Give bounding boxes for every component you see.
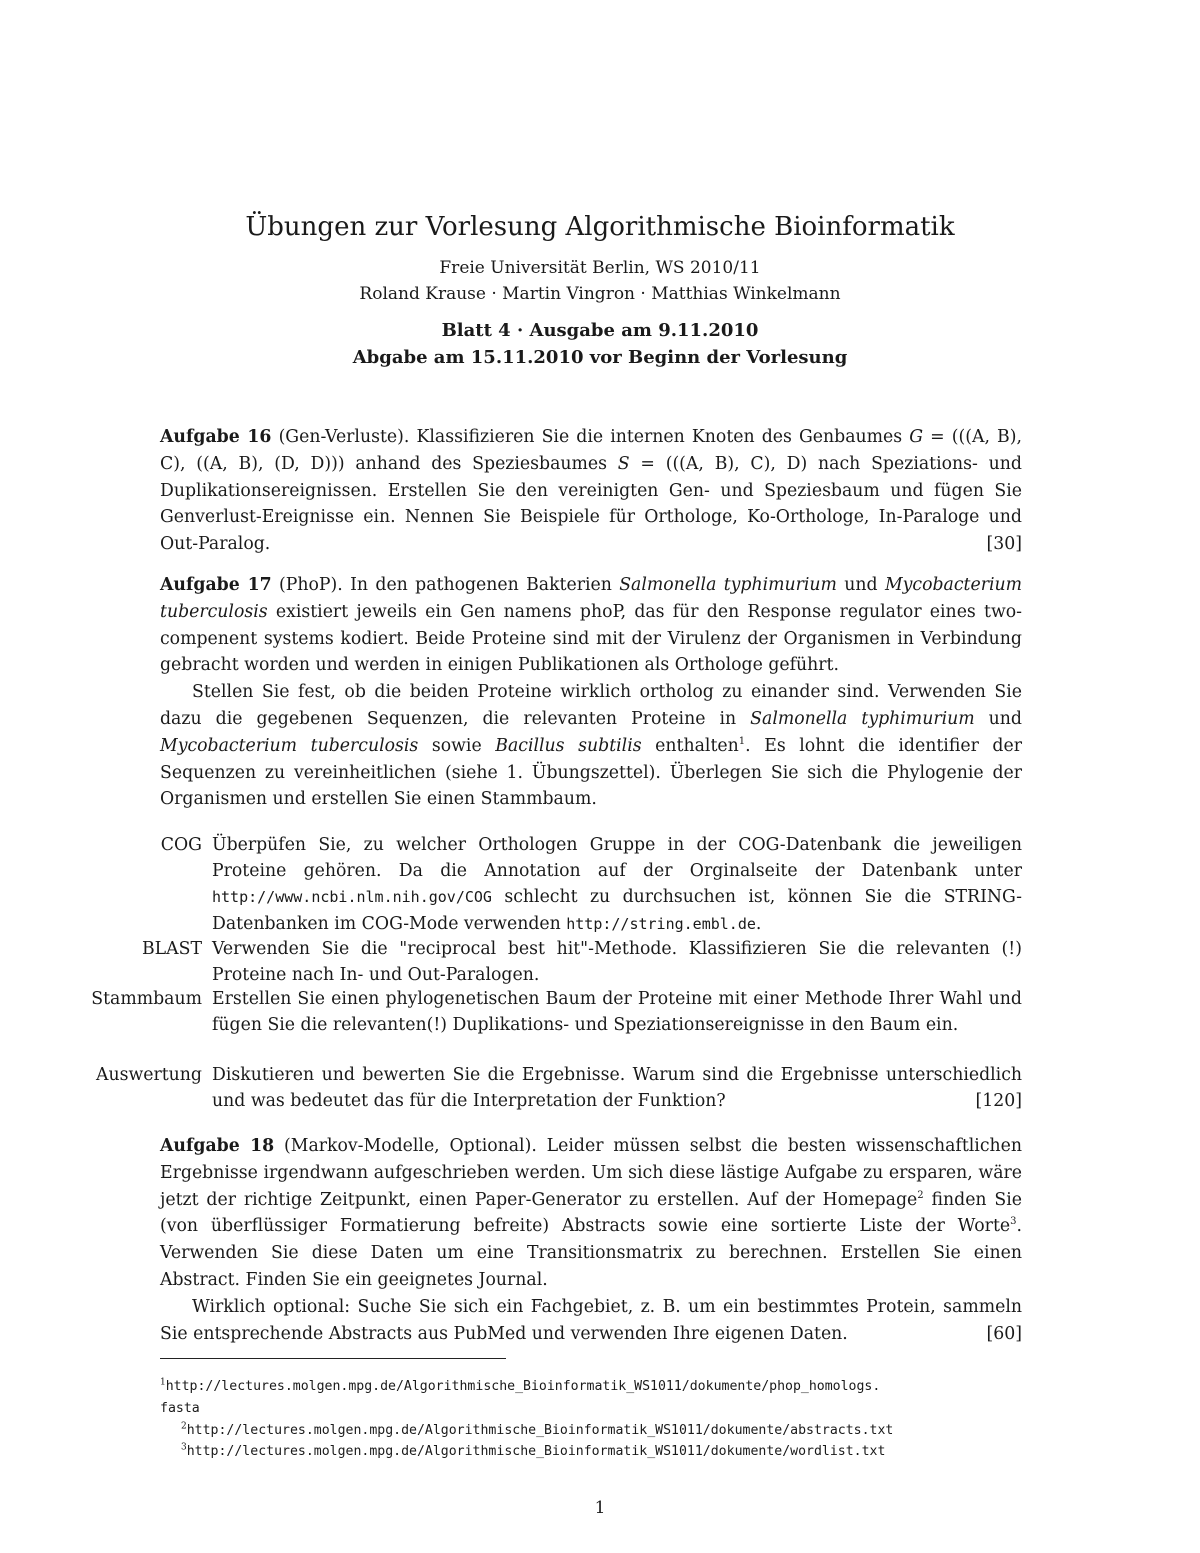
task-17-paragraph-2	[160, 679, 1022, 813]
task-17-topic: (PhoP).	[279, 575, 343, 595]
item-cog-text-b: schlecht zu durchsuchen ist, können Sie die STRING-Datenbanken im COG-Mode verwenden	[212, 887, 1022, 934]
due-line: Abgabe am 15.11.2010 vor Beginn der Vorlesung	[352, 347, 848, 368]
species-tree-symbol: S	[617, 453, 630, 474]
task-16-text-3: nach Speziations- und Duplikationsereignissen. Erstellen Sie den vereinigten Gen- und Speziesbaum und fügen Sie Genverlust-Ereignisse ein. Nennen Sie Beispiele für Orthologe, Ko-Orthologe, In-Paraloge und Out-Paralog.	[160, 453, 1022, 555]
gene-tree-symbol: G	[909, 427, 924, 447]
task-17-text-2c: sowie	[418, 735, 496, 756]
task-18-points: [60]	[986, 1323, 1022, 1344]
task-18-paragraph-1	[160, 1133, 1022, 1294]
task-18	[160, 1133, 1022, 1347]
item-auswertung-term: Auswertung	[95, 1065, 202, 1085]
footnote-mark-1[interactable]: 1	[738, 736, 746, 748]
item-cog-term: COG	[160, 835, 202, 855]
footnote-1	[160, 1377, 1030, 1397]
footnote-2	[181, 1421, 1051, 1441]
item-stammbaum-desc: Erstellen Sie einen phylogenetischen Baum der Proteine mit einer Methode Ihrer Wahl und fügen Sie die relevanten(!) Duplikations- und Speziationsereignisse in den Baum ein.	[212, 989, 1022, 1036]
item-auswertung-desc	[212, 1062, 1022, 1114]
task-17	[160, 572, 1022, 813]
item-blast-desc: Verwenden Sie die "reciprocal best hit"-Methode. Klassifizieren Sie die relevanten (!) Proteine nach In- und Out-Paralogen.	[212, 939, 1022, 986]
species-tree-formula: = (((A, B), C), D)	[629, 453, 808, 474]
task-18-topic: (Markov-Modelle, Optional).	[284, 1136, 537, 1156]
task-17-points: [120]	[975, 1091, 1022, 1112]
task-16-points: [30]	[986, 534, 1022, 555]
task-17-text-2a: Stellen Sie fest, ob die beiden Proteine wirklich ortholog zu einander sind. Verwenden Sie dazu die gegebenen Sequenzen, die relevanten Proteine in	[160, 682, 1022, 729]
task-17-paragraph-1	[160, 572, 1022, 679]
task-16-text-1: Klassifizieren Sie die internen Knoten des Genbaumes	[409, 427, 910, 447]
task-16-heading: Aufgabe 16	[160, 427, 272, 447]
university-line: Freie Universität Berlin, WS 2010/11	[439, 258, 761, 278]
item-cog-desc	[212, 832, 1022, 937]
footnote-1-number: 1	[160, 1377, 166, 1388]
footnote-3-number: 3	[181, 1442, 187, 1453]
task-17-heading: Aufgabe 17	[160, 575, 272, 595]
item-auswertung-text: Diskutieren und bewerten Sie die Ergebnisse. Warum sind die Ergebnisse unterschiedlich und was bedeutet das für die Interpretation der Funktion?	[212, 1065, 1022, 1112]
task-17-text-2b: und	[974, 708, 1022, 729]
organism-mycobacterium-2: Mycobacterium tuberculosis	[160, 735, 419, 756]
organism-salmonella: Salmonella typhimurium	[619, 575, 837, 595]
footnote-mark-2[interactable]: 2	[917, 1189, 924, 1201]
task-17-text-1c: existiert jeweils ein Gen namens phoP, das für den Response regulator eines two-compenent systems kodiert. Beide Proteine sind mit der Virulenz der Organismen in Verbindung gebracht worden und werden in einigen Publikationen als Orthologe geführt.	[160, 601, 1022, 676]
footnote-3	[181, 1442, 1051, 1462]
page-number: 1	[594, 1498, 606, 1518]
footnote-2-url[interactable]: http://lectures.molgen.mpg.de/Algorithmische_Bioinformatik_WS1011/dokumente/abstracts.txt	[186, 1423, 894, 1438]
task-16-text-2: anhand des Speziesbaumes	[344, 453, 618, 474]
item-cog-text-a: Überpüfen Sie, zu welcher Orthologen Gruppe in der COG-Datenbank die jeweiligen Proteine gehören. Da die Annotation auf der Orginalseite der Datenbank unter	[212, 835, 1022, 882]
organism-salmonella-2: Salmonella typhimurium	[750, 708, 975, 729]
footnote-rule	[160, 1358, 506, 1359]
gene-tree-formula: = (((A, B), C), ((A, B), (D, D)))	[160, 427, 1022, 474]
item-stammbaum-term: Stammbaum	[91, 989, 202, 1009]
task-16-topic: (Gen-Verluste).	[278, 427, 410, 447]
task-16-text	[160, 424, 1022, 558]
task-17-text-1a: In den pathogenen Bakterien	[342, 575, 620, 595]
task-16	[160, 424, 1022, 558]
sheet-line: Blatt 4 · Ausgabe am 9.11.2010	[441, 320, 759, 341]
cog-url-link[interactable]: http://www.ncbi.nlm.nih.gov/COG	[212, 888, 492, 907]
organism-bacillus: Bacillus subtilis	[495, 735, 642, 756]
page-title: Übungen zur Vorlesung Algorithmische Bioinformatik	[245, 212, 955, 242]
task-17-text-1b: und	[836, 575, 885, 595]
task-18-text-1a: Leider müssen selbst die besten wissenschaftlichen Ergebnisse irgendwann aufgeschrieben werden. Um sich diese lästige Aufgabe zu ersparen, wäre jetzt der richtige Zeitpunkt, einen Paper-Generator zu erstellen. Auf der Homepage	[160, 1136, 1022, 1210]
task-18-heading: Aufgabe 18	[160, 1136, 275, 1156]
authors-line: Roland Krause · Martin Vingron · Matthias Winkelmann	[359, 284, 841, 304]
task-18-text-2: Wirklich optional: Suche Sie sich ein Fachgebiet, z. B. um ein bestimmtes Protein, sammeln Sie entsprechende Abstracts aus PubMed und verwenden Ihre eigenen Daten.	[160, 1296, 1022, 1344]
task-18-text-1b: finden Sie (von überflüssiger Formatierung befreite) Abstracts sowie eine sortierte Liste der Worte	[160, 1189, 1022, 1237]
footnote-3-url[interactable]: http://lectures.molgen.mpg.de/Algorithmische_Bioinformatik_WS1011/dokumente/wordlist.txt	[186, 1444, 886, 1459]
task-17-text-2d: enthalten	[641, 735, 739, 756]
task-18-paragraph-2	[160, 1294, 1022, 1348]
footnote-1-url[interactable]: http://lectures.molgen.mpg.de/Algorithmische_Bioinformatik_WS1011/dokumente/phop_homologs.	[165, 1379, 881, 1394]
task-17-text-2e: . Es lohnt die identifier der Sequenzen zu vereinheitlichen (siehe 1. Übungszettel). Überlegen Sie sich die Phylogenie der Organismen und erstellen Sie einen Stammbaum.	[160, 735, 1022, 810]
item-blast-term: BLAST	[141, 939, 202, 959]
item-cog-text-c: .	[755, 913, 762, 934]
footnote-mark-3[interactable]: 3	[1010, 1216, 1017, 1228]
task-18-text-1c: . Verwenden Sie diese Daten um eine Transitionsmatrix zu berechnen. Erstellen Sie einen Abstract. Finden Sie ein geeignetes Journal.	[160, 1216, 1022, 1290]
footnote-1-continuation[interactable]: fasta	[160, 1401, 200, 1416]
string-url-link[interactable]: http://string.embl.de	[566, 914, 756, 933]
footnote-2-number: 2	[181, 1421, 187, 1432]
organism-mycobacterium: Mycobacterium tuberculosis	[160, 575, 1022, 622]
